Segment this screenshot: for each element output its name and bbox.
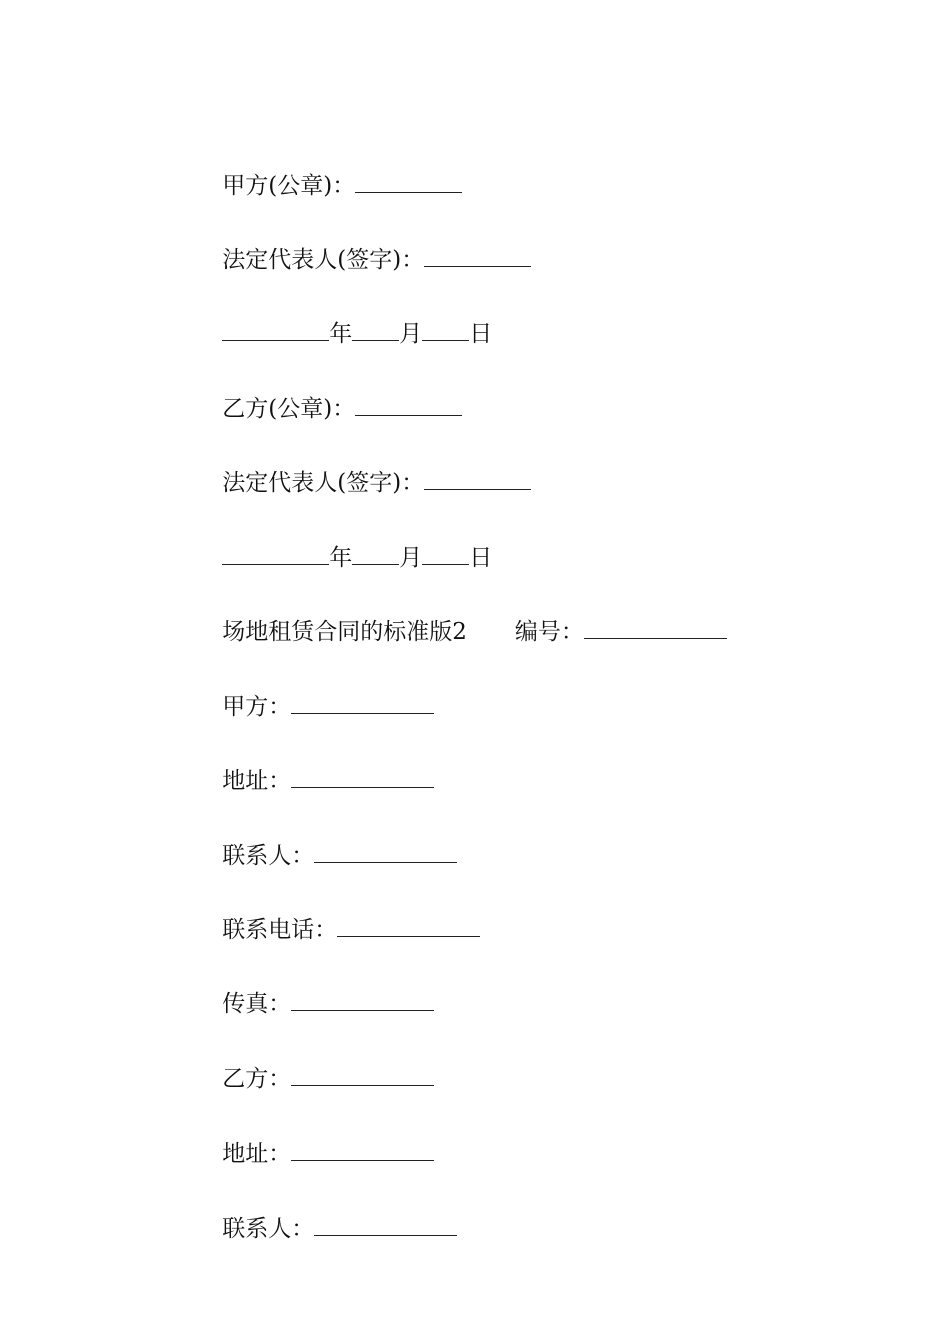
party-a-blank[interactable] — [291, 691, 434, 714]
party-a-rep-label: 法定代表人(签字)： — [222, 247, 425, 273]
fax-a-line — [193, 956, 434, 1017]
party-b-rep-line — [193, 435, 531, 496]
phone-a-line — [193, 882, 480, 943]
address-a-label: 地址： — [222, 768, 292, 794]
number-label: 编号： — [514, 619, 584, 645]
fax-a-blank[interactable] — [291, 988, 434, 1011]
party-a-line — [193, 659, 434, 720]
day-label: 日 — [469, 321, 493, 347]
contact-b-label: 联系人： — [222, 1216, 315, 1242]
contact-b-blank[interactable] — [314, 1213, 457, 1236]
phone-a-label: 联系电话： — [222, 917, 338, 943]
party-a-label: 甲方： — [222, 694, 292, 720]
fax-a-label: 传真： — [222, 991, 292, 1017]
day-blank[interactable] — [422, 318, 469, 341]
party-a-rep-blank[interactable] — [424, 244, 531, 267]
address-b-label: 地址： — [222, 1141, 292, 1167]
contact-b-line — [193, 1181, 457, 1242]
address-a-line — [193, 733, 434, 794]
party-b-rep-blank[interactable] — [424, 467, 531, 490]
year-label: 年 — [329, 545, 353, 571]
party-a-seal-label: 甲方(公章)： — [222, 173, 356, 199]
contact-a-line — [193, 808, 457, 869]
month-label: 月 — [399, 321, 423, 347]
month-blank[interactable] — [352, 318, 399, 341]
party-b-label: 乙方： — [222, 1066, 292, 1092]
party-b-rep-label: 法定代表人(签字)： — [222, 470, 425, 496]
number-blank[interactable] — [584, 616, 727, 639]
year-blank[interactable] — [222, 318, 329, 341]
party-b-seal-line — [193, 361, 462, 422]
party-b-seal-blank[interactable] — [355, 393, 462, 416]
year-blank[interactable] — [222, 542, 329, 565]
day-blank[interactable] — [422, 542, 469, 565]
address-a-blank[interactable] — [291, 765, 434, 788]
phone-a-blank[interactable] — [337, 914, 480, 937]
party-a-date-line — [193, 286, 493, 347]
party-a-seal-line — [193, 138, 462, 199]
address-b-line — [193, 1106, 434, 1167]
contact-a-blank[interactable] — [314, 840, 457, 863]
title-line — [193, 584, 727, 645]
party-b-line — [193, 1031, 434, 1092]
contact-a-label: 联系人： — [222, 843, 315, 869]
month-label: 月 — [399, 545, 423, 571]
party-a-rep-line — [193, 212, 531, 273]
party-b-date-line — [193, 510, 493, 571]
month-blank[interactable] — [352, 542, 399, 565]
party-b-seal-label: 乙方(公章)： — [222, 396, 356, 422]
year-label: 年 — [329, 321, 353, 347]
day-label: 日 — [469, 545, 493, 571]
contract-title: 场地租赁合同的标准版2 — [222, 619, 467, 645]
address-b-blank[interactable] — [291, 1138, 434, 1161]
party-b-blank[interactable] — [291, 1063, 434, 1086]
party-a-seal-blank[interactable] — [355, 170, 462, 193]
